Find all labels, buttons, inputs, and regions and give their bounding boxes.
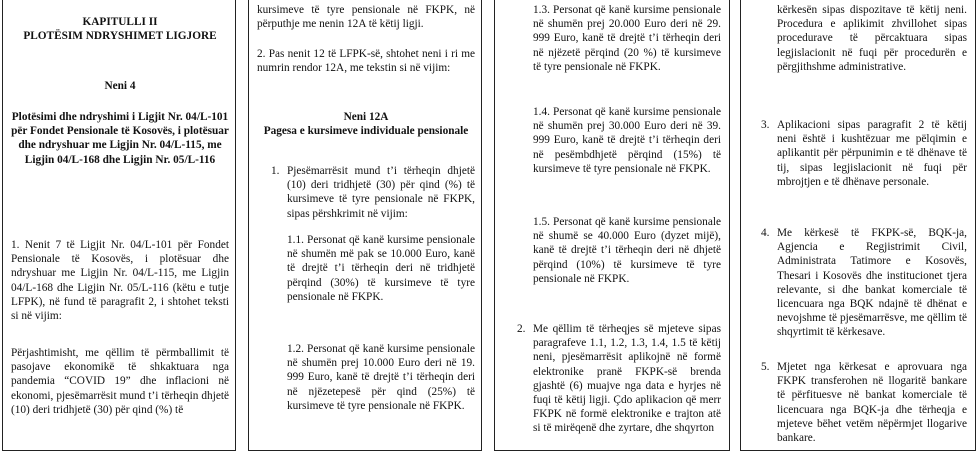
article-4-title: Plotësimi dhe ndryshimi i Ligjit Nr. 04/L-101 për Fondet Pensionale të Kosovës, i plotësuar dhe ndryshuar me Ligjin Nr. 04/L-115, me Ligjin 04/L-168 dhe Ligjin Nr. 05/L-116 <box>11 111 229 166</box>
item-1-text: Pjesëmarrësit mund t’i tërheqin dhjetë (10) deri tridhjetë (30) për qind (%) të kursimeve të tyre pensionale në FKPK, sipas përshkrimit në vijim: <box>287 165 475 220</box>
column-3-panel <box>494 0 730 451</box>
paragraph-1: 1. Nenit 7 të Ligjit Nr. 04/L-101 për Fondet Pensionale të Kosovës, i plotësuar dhe ndryshuar me Ligjin Nr. 04/L-115, me Ligjin 04/L-168 dhe Ligjin Nr. 05/L-116 (këtu e tutje LFPK), në fund të paragrafit 2, i shtohet teksti si në vijim: <box>11 239 229 323</box>
subitem-1-2: 1.2. Personat që kanë kursime pensionale në shumën prej 10.000 Euro deri në 19. 999 Euro, kanë të drejtë t’i tërheqin deri në njëzetepesë për qind (25%) të kursimeve të tyre pensionale në FKPK. <box>287 343 475 412</box>
item-1-number: 1. <box>271 165 280 177</box>
item-4-number: 4. <box>761 227 770 239</box>
item-3-text: Aplikacioni sipas paragrafit 2 të këtij neni është i kushtëzuar me pëlqimin e aplikantit për përpunimin e të dhënave të tij, sipas legjislacionit në fuqi për mbrojtjen e të dhënave personale. <box>777 119 967 188</box>
subitem-1-3: 1.3. Personat që kanë kursime pensionale në shumën prej 20.000 Euro deri në 29. 999 Euro, kanë të drejtë t’i tërheqin deri në njëzetë përqind (20 %) të kursimeve të tyre pensionale në FKPK. <box>533 4 721 73</box>
item-4-text: Me kërkesë të FKPK-së, BQK-ja, Agjencia e Regjistrimit Civil, Administrata Tatimore e Kosovës, Thesari i Kosovës dhe institucionet tjera relevante, si dhe bankat komerciale të licencuara nga BQK ndajnë të dhënat e nevojshme të pjesëmarrësve, me qëllim të shqyrtimit të kërkesave. <box>777 227 967 339</box>
article-12a-title: Pagesa e kursimeve individuale pensionale <box>263 125 469 137</box>
article-12a-heading: Neni 12A <box>343 111 389 123</box>
subitem-1-1: 1.1. Personat që kanë kursime pensionale në shumën më pak se 10.000 Euro, kanë të drejtë t’i tërheqin deri në tridhjetë përqind (30%) të kursimeve të tyre pensionale në FKPK. <box>287 234 475 303</box>
item-3-number: 3. <box>761 119 770 131</box>
article-4-heading: Neni 4 <box>104 80 136 92</box>
paragraph-2: 2. Pas nenit 12 të LFPK-së, shtohet neni i ri me numrin rendor 12A, me tekstin si në vijim: <box>257 48 475 75</box>
item-2-number: 2. <box>517 323 526 335</box>
column-1-panel <box>2 0 236 451</box>
subitem-1-5: 1.5. Personat që kanë kursime pensionale në shumë se 40.000 Euro (dyzet mijë), kanë të drejtë t’i tërheqin deri në dhjetë përqind (10%) të kursimeve të tyre pensionale në FKPK. <box>533 216 721 285</box>
subitem-1-4: 1.4. Personat që kanë kursime pensionale në shumën prej 30.000 Euro deri në 39. 999 Euro, kanë të drejtë t’i tërheqin deri në pesëmbdhjetë përqind (15%) të kursimeve të tyre pensionale në FKPK. <box>533 106 721 175</box>
item-5-text: Mjetet nga kërkesat e aprovuara nga FKPK transferohen në llogaritë bankare të përfituesve në bankat komerciale të licencuara nga BQK-ja dhe tërheqja e mjeteve bëhet vetëm nëpërmjet llogarive bankare. <box>777 361 967 445</box>
column-2-panel <box>248 0 482 451</box>
chapter-title: PLOTËSIM NDRYSHIMET LIGJORE <box>23 30 217 42</box>
continued-text: kursimeve të tyre pensionale në FKPK, në përputhje me nenin 12A të këtij ligji. <box>257 4 475 31</box>
item-5-number: 5. <box>761 361 770 373</box>
chapter-heading: KAPITULLI II <box>82 16 158 28</box>
continued-text: kërkesën sipas dispozitave të këtij neni. Procedura e aplikimit zhvillohet sipas procedurave të përcaktuara sipas legjislacionit në fuqi për procedurën e përgjithshme administrative. <box>777 4 967 73</box>
column-4-panel <box>740 0 976 451</box>
item-2-text: Me qëllim të tërheqjes së mjeteve sipas paragrafeve 1.1, 1.2, 1.3, 1.4, 1.5 të këtij neni, pjesëmarrësit aplikojnë në formë elektronike pranë FKPK-së brenda gjashtë (6) muajve nga data e hyrjes në fuqi të këtij ligji. Çdo aplikacion që merr FKPK në formë elektronike e trajton atë si të mirëqenë dhe zyrtare, dhe shqyrton <box>533 323 721 435</box>
paragraph-exception: Përjashtimisht, me qëllim të përmballimit të pasojave ekonomikë të shkaktuara nga pandemia “COVID 19” dhe inflacioni në ekonomi, pjesëmarrësit mund t’i tërheqin dhjetë (10) deri tridhjetë (30) për qind (%) të <box>11 347 229 416</box>
